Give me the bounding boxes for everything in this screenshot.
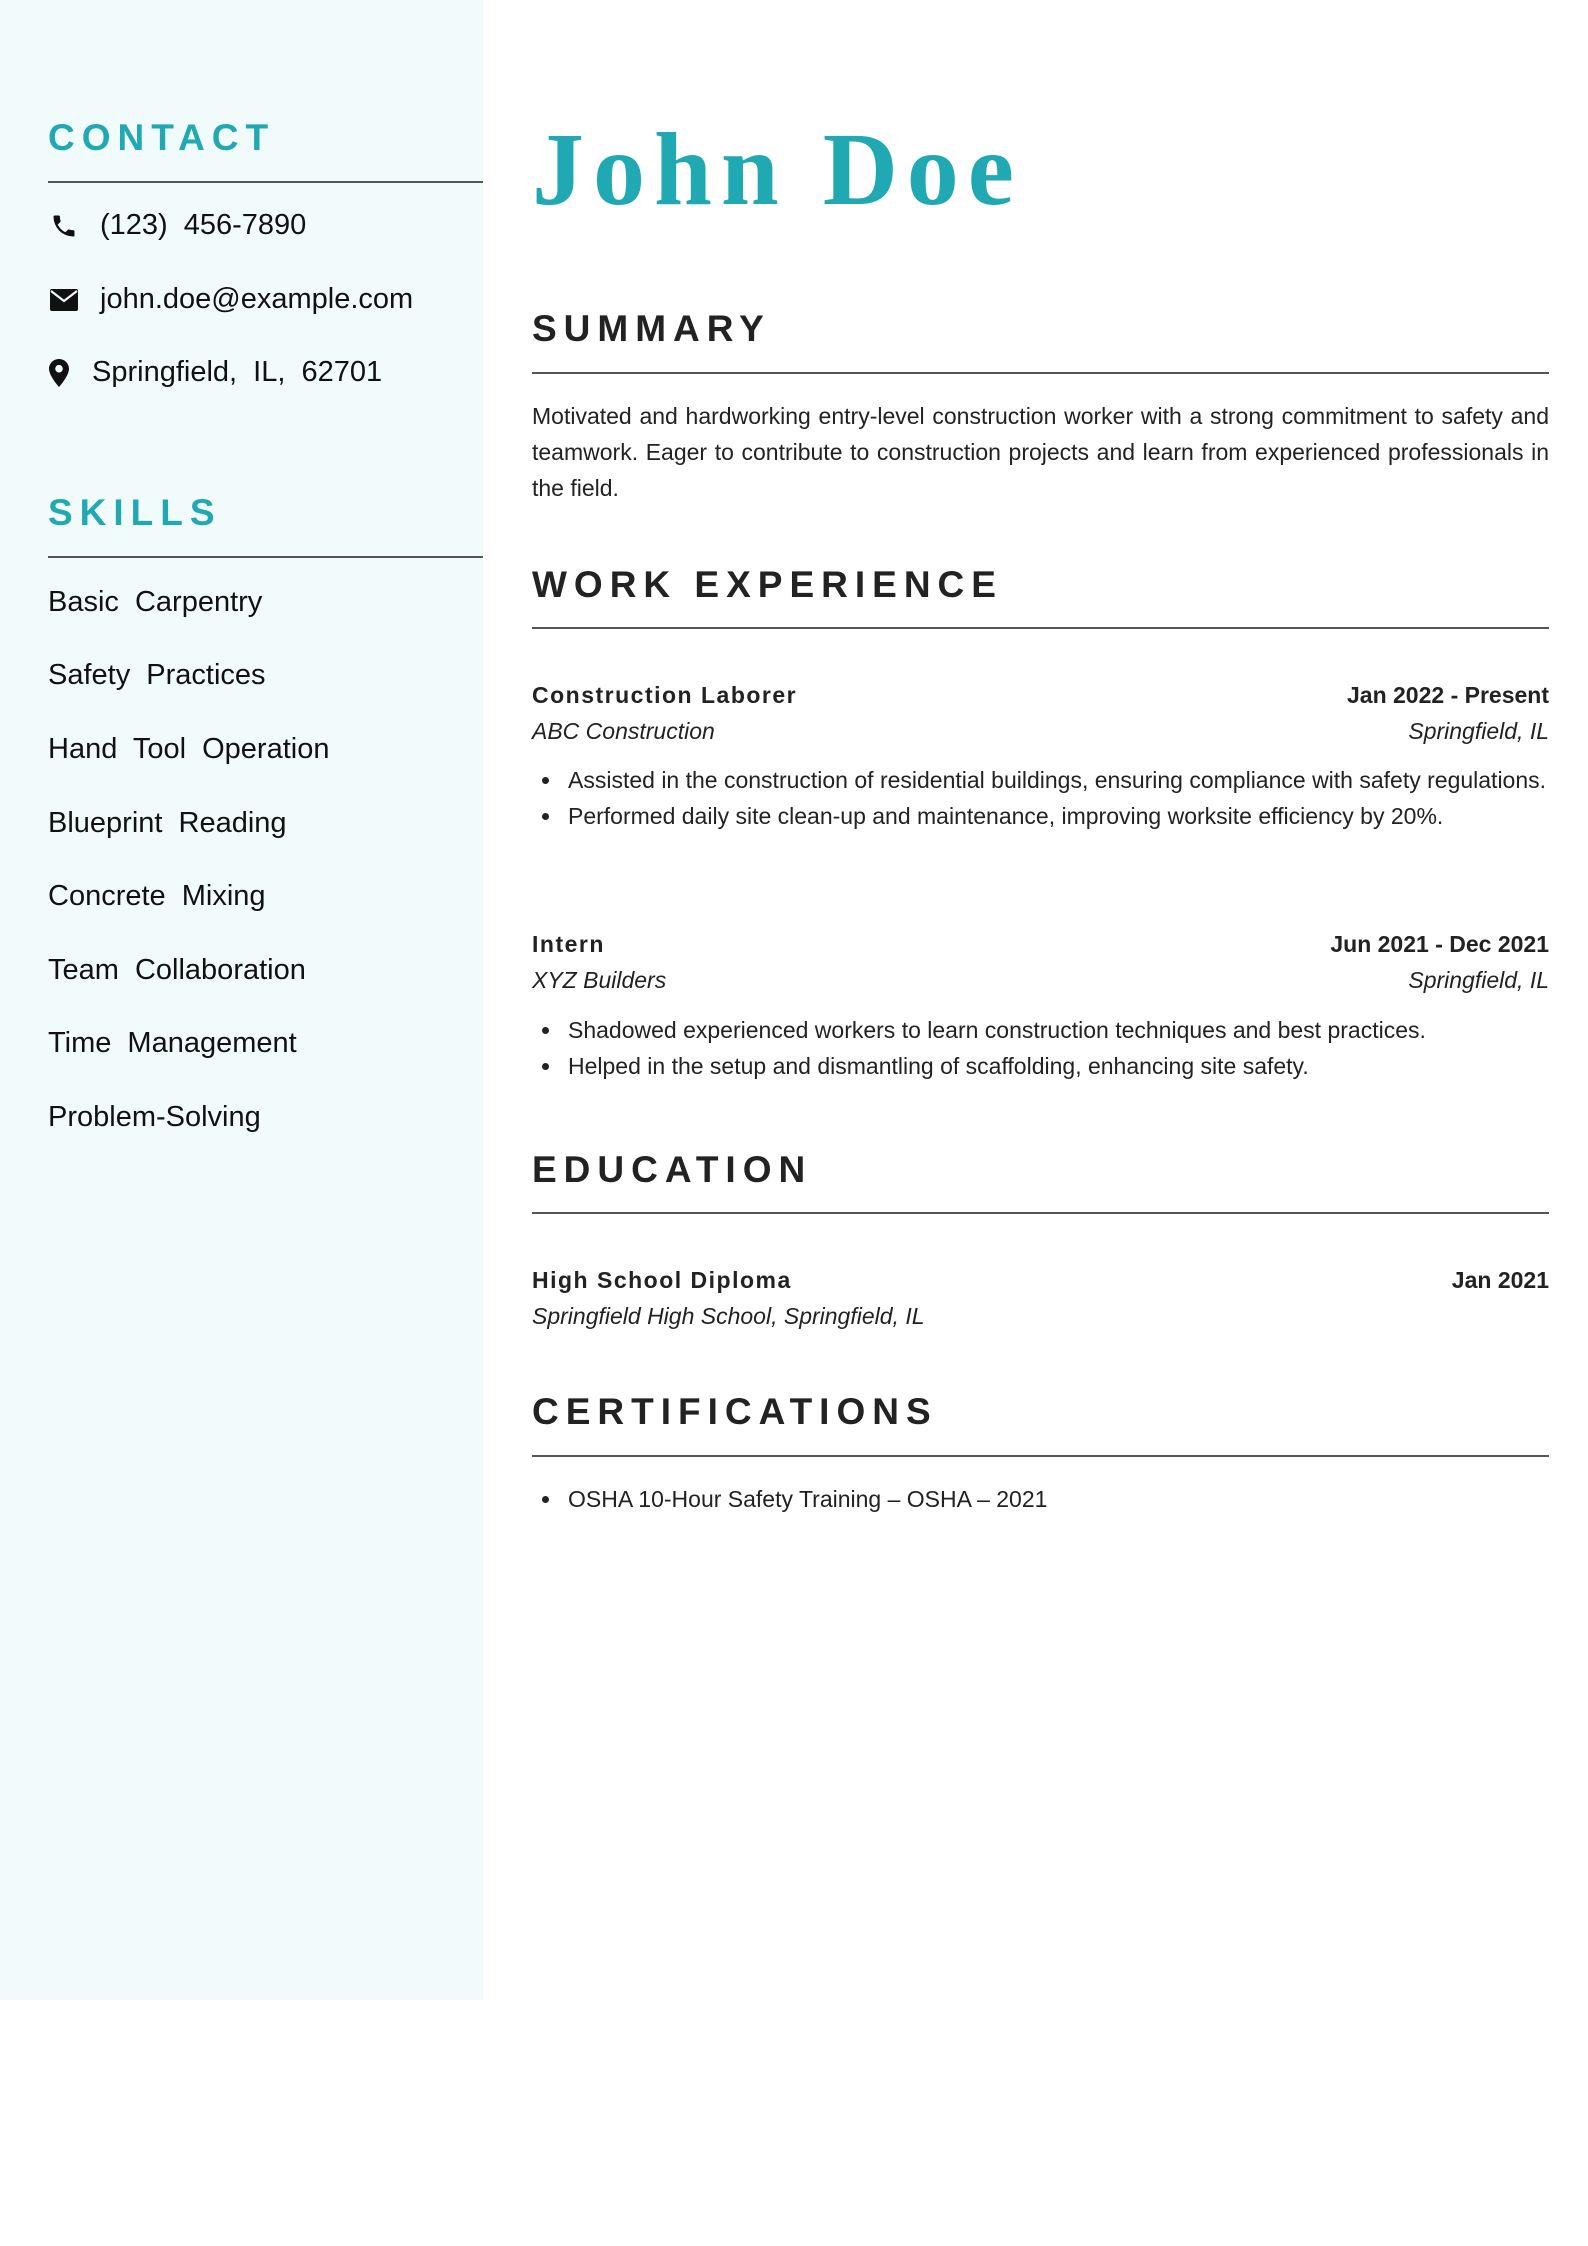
location-text: Springfield, IL, 62701 — [92, 356, 383, 388]
skill-item: Problem-Solving — [48, 1101, 261, 1133]
job-header — [532, 929, 1549, 959]
education-school: Springfield High School, Springfield, IL — [532, 1303, 925, 1329]
job-bullets — [532, 762, 1549, 834]
envelope-icon — [48, 284, 80, 316]
phone-link[interactable]: (123) 456-7890 — [100, 209, 307, 241]
person-name — [532, 108, 1023, 232]
first-name: John — [532, 112, 788, 227]
contact-email — [48, 283, 413, 316]
summary-divider — [532, 372, 1549, 374]
job-bullets — [532, 1012, 1549, 1084]
job-bullet: Helped in the setup and dismantling of scaffolding, enhancing site safety. — [568, 1048, 1549, 1084]
certifications-list — [532, 1481, 1549, 1517]
job-location: Springfield, IL — [1408, 718, 1549, 744]
phone-icon — [48, 210, 80, 242]
skills-section — [48, 491, 483, 1133]
skill-item: Blueprint Reading — [48, 807, 287, 839]
skill-item: Concrete Mixing — [48, 880, 266, 912]
job-bullet: Shadowed experienced workers to learn construction techniques and best practices. — [568, 1012, 1549, 1048]
education-subheader — [532, 1301, 1549, 1331]
contact-section — [48, 116, 483, 388]
map-pin-icon — [48, 357, 70, 389]
contact-divider — [48, 181, 483, 183]
job-header — [532, 680, 1549, 710]
education-heading: EDUCATION — [532, 1149, 813, 1190]
job-role: Intern — [532, 931, 605, 957]
skill-item: Time Management — [48, 1027, 297, 1059]
education-divider — [532, 1212, 1549, 1214]
education-date: Jan 2021 — [1451, 1267, 1549, 1293]
education-degree: High School Diploma — [532, 1267, 792, 1293]
certification-item: OSHA 10-Hour Safety Training – OSHA – 2021 — [568, 1481, 1549, 1517]
job-company: XYZ Builders — [532, 967, 667, 993]
job-bullet: Assisted in the construction of residential buildings, ensuring compliance with safety regulations. — [568, 762, 1549, 798]
skill-item: Hand Tool Operation — [48, 733, 330, 765]
contact-phone — [48, 209, 306, 242]
job-location: Springfield, IL — [1408, 967, 1549, 993]
job-subheader — [532, 965, 1549, 995]
skill-item: Basic Carpentry — [48, 586, 263, 618]
job-company: ABC Construction — [532, 718, 715, 744]
job-subheader — [532, 716, 1549, 746]
certifications-divider — [532, 1455, 1549, 1457]
email-link[interactable]: john.doe@example.com — [100, 283, 414, 315]
job-role: Construction Laborer — [532, 682, 798, 708]
job-dates: Jun 2021 - Dec 2021 — [1330, 931, 1549, 957]
certifications-heading: CERTIFICATIONS — [532, 1391, 938, 1432]
job-bullet: Performed daily site clean-up and maintenance, improving worksite efficiency by 20%. — [568, 798, 1549, 834]
job-dates: Jan 2022 - Present — [1346, 682, 1549, 708]
experience-heading: WORK EXPERIENCE — [532, 564, 1003, 605]
skill-item: Safety Practices — [48, 659, 266, 691]
experience-divider — [532, 627, 1549, 629]
education-header — [532, 1265, 1549, 1295]
sidebar — [0, 0, 483, 2000]
contact-location — [48, 356, 382, 389]
skill-item: Team Collaboration — [48, 954, 306, 986]
contact-heading: CONTACT — [48, 117, 276, 158]
last-name: Doe — [822, 112, 1023, 227]
summary-text: Motivated and hardworking entry-level construction worker with a strong commitment to safety and teamwork. Eager to contribute to construction projects and learn from experienced professionals in the field. — [532, 403, 1549, 501]
summary-heading: SUMMARY — [532, 308, 771, 349]
skills-heading: SKILLS — [48, 492, 222, 533]
skills-divider — [48, 556, 483, 558]
